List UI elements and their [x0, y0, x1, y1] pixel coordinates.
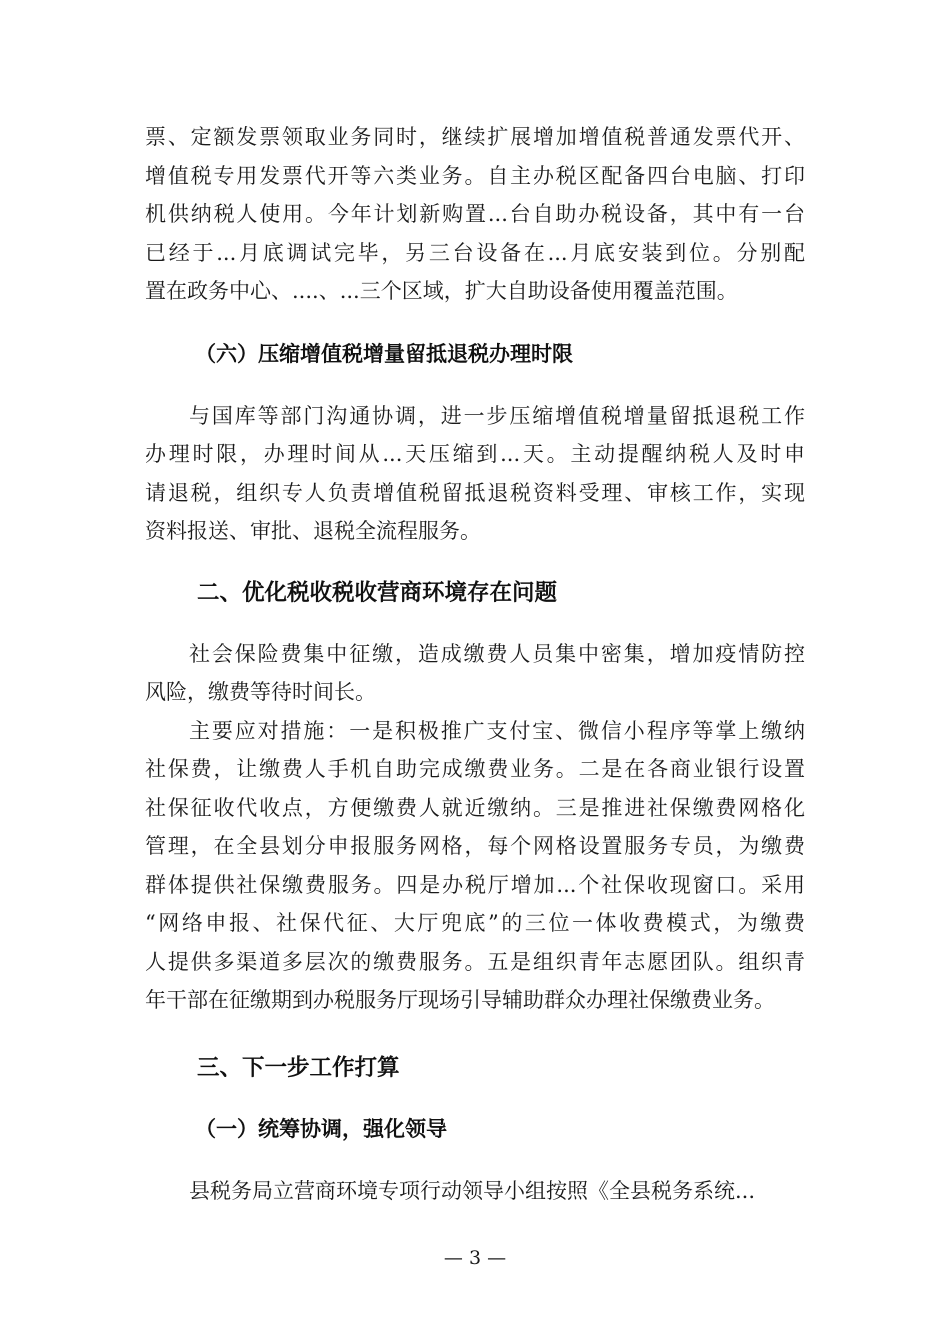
text-line: 与国库等部门沟通协调，进一步压缩增值税增量留抵退税工作 — [189, 403, 805, 428]
text-line: 置在政务中心、....、...三个区域，扩大自助设备使用覆盖范围。 — [145, 279, 738, 303]
text-line: 风险，缴费等待时间长。 — [145, 680, 376, 704]
text-line: 管理，在全县划分申报服务网格，每个网格设置服务专员，为缴费 — [145, 834, 805, 858]
paragraph-vat-refund — [145, 397, 805, 551]
document-body — [145, 118, 805, 1210]
text-line: 已经于...月底调试完毕，另三台设备在...月底安装到位。分别配 — [145, 240, 805, 265]
text-line: 机供纳税人使用。今年计划新购置...台自助办税设备，其中有一台 — [145, 202, 805, 226]
paragraph-leadership — [145, 1172, 805, 1211]
subheading-vat-refund: （六）压缩增值税增量留抵退税办理时限 — [195, 341, 573, 366]
section-heading-next-steps: 三、下一步工作打算 — [197, 1054, 400, 1081]
text-line: 社保费，让缴费人手机自助完成缴费业务。二是在各商业银行设置 — [145, 757, 805, 781]
text-line: 社保征收代收点，方便缴费人就近缴纳。三是推进社保缴费网格化 — [145, 795, 805, 820]
text-line: 资料报送、审批、退税全流程服务。 — [145, 519, 481, 543]
page-number: — 3 — — [443, 1247, 507, 1269]
section-heading-problems: 二、优化税收税收营商环境存在问题 — [197, 579, 558, 606]
text-line: 县税务局立营商环境专项行动领导小组按照《全县税务系统... — [189, 1178, 756, 1203]
text-line: 人提供多渠道多层次的缴费服务。五是组织青年志愿团队。组织青 — [145, 949, 805, 974]
text-line: 请退税，组织专人负责增值税留抵退税资料受理、审核工作，实现 — [145, 480, 805, 505]
paragraph-measures — [145, 712, 805, 1020]
text-line: 增值税专用发票代开等六类业务。自主办税区配备四台电脑、打印 — [145, 163, 805, 188]
text-line: “网络申报、社保代征、大厅兜底”的三位一体收费模式，为缴费 — [145, 911, 805, 935]
text-line: 票、定额发票领取业务同时，继续扩展增加增值税普通发票代开、 — [145, 125, 805, 149]
paragraph-self-service — [145, 118, 805, 311]
text-line: 社会保险费集中征缴，造成缴费人员集中密集，增加疫情防控 — [189, 641, 805, 666]
subheading-coordination: （一）统筹协调，强化领导 — [195, 1116, 447, 1141]
text-line: 年干部在征缴期到办税服务厅现场引导辅助群众办理社保缴费业务。 — [145, 988, 775, 1012]
paragraph-problem — [145, 635, 805, 712]
text-line: 办理时限，办理时间从...天压缩到...天。主动提醒纳税人及时申 — [145, 442, 805, 466]
text-line: 主要应对措施：一是积极推广支付宝、微信小程序等掌上缴纳 — [189, 718, 805, 743]
text-line: 群体提供社保缴费服务。四是办税厅增加...个社保收现窗口。采用 — [145, 872, 805, 897]
